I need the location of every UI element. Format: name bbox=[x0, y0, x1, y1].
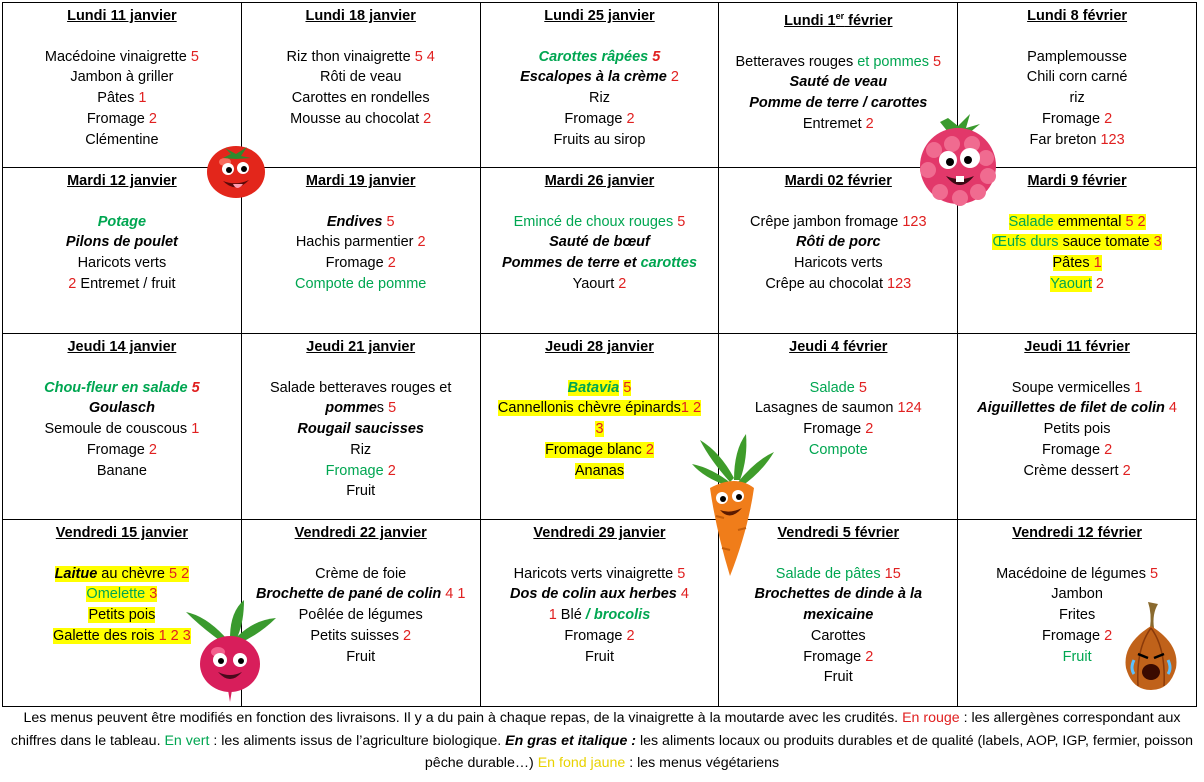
menu-item bbox=[242, 398, 480, 419]
menu-item-segment: Fromage bbox=[325, 255, 388, 272]
menu-item-segment: Pâtes bbox=[97, 90, 139, 107]
menu-item-segment: 1 bbox=[1093, 255, 1102, 272]
menu-row bbox=[3, 334, 1197, 520]
menu-item-segment: Petits pois bbox=[88, 607, 156, 624]
menu-item-segment: 1 bbox=[1134, 379, 1143, 396]
menu-item bbox=[3, 67, 241, 88]
menu-item-segment: Fromage bbox=[86, 441, 149, 458]
menu-item-segment: Laitue bbox=[54, 565, 98, 582]
menu-item bbox=[958, 212, 1196, 233]
menu-item bbox=[958, 440, 1196, 461]
day-heading: Mardi 9 février bbox=[1027, 173, 1127, 189]
menu-item-segment: Dos de colin aux herbes bbox=[510, 586, 681, 603]
menu-item-segment: 2 bbox=[1095, 275, 1104, 292]
menu-item-segment: 1 2 bbox=[680, 400, 702, 417]
legend-red-label: En rouge bbox=[902, 710, 960, 726]
menu-item bbox=[242, 419, 480, 440]
day-heading: Mardi 26 janvier bbox=[544, 173, 655, 189]
menu-item-segment: Riz bbox=[589, 90, 610, 107]
menu-item-segment: 5 bbox=[191, 379, 200, 396]
menu-item-segment: carottes bbox=[640, 255, 698, 272]
menu-item-segment: Fruit bbox=[346, 483, 376, 500]
day-heading: Lundi 25 janvier bbox=[544, 8, 655, 24]
menu-item-segment: Haricots verts vinaigrette bbox=[513, 565, 678, 582]
menu-item bbox=[242, 564, 480, 585]
menu-item bbox=[719, 72, 957, 93]
menu-item-segment: Compote bbox=[808, 441, 868, 458]
menu-item bbox=[242, 440, 480, 461]
menu-item bbox=[481, 398, 719, 419]
menu-item-segment: 124 bbox=[897, 400, 922, 417]
menu-item-segment: Entremet / fruit bbox=[76, 275, 176, 292]
menu-item bbox=[3, 212, 241, 233]
menu-item-segment: Fromage blanc bbox=[545, 441, 646, 458]
menu-item bbox=[719, 52, 957, 73]
menu-item-segment: Lasagnes de saumon bbox=[754, 400, 898, 417]
menu-item-segment: 1 bbox=[191, 421, 200, 438]
menu-item-segment: Hachis parmentier bbox=[295, 234, 418, 251]
menu-item-segment: Salade bbox=[809, 379, 859, 396]
menu-item-segment: 3 bbox=[1153, 234, 1162, 251]
menu-item-segment: s bbox=[376, 400, 389, 417]
menu-item bbox=[481, 130, 719, 151]
menu-item-segment: Crème dessert bbox=[1023, 462, 1123, 479]
legend-text-1: Les menus peuvent être modifiés en fonction des livraisons. Il y a du pain à chaque repas, de la vinaigrette à la moutarde avec les crudités. bbox=[23, 710, 903, 726]
menu-item bbox=[719, 605, 957, 626]
menu-item-segment: Brochette de pané de colin bbox=[255, 586, 446, 603]
legend-bold-label: En gras et italique : bbox=[505, 732, 637, 749]
carrot-mascot-icon bbox=[690, 430, 776, 580]
menu-item bbox=[3, 440, 241, 461]
day-heading: Mardi 12 janvier bbox=[67, 173, 177, 189]
menu-item bbox=[719, 647, 957, 668]
menu-item-segment: 123 bbox=[902, 213, 927, 230]
menu-item bbox=[719, 398, 957, 419]
menu-item-segment: Macédoine de légumes bbox=[996, 565, 1151, 582]
menu-item-segment: 2 bbox=[865, 421, 874, 438]
menu-item bbox=[242, 47, 480, 68]
menu-item-segment: Entremet bbox=[802, 115, 866, 132]
menu-item-segment: 5 bbox=[1150, 565, 1159, 582]
menu-cell bbox=[958, 334, 1197, 520]
menu-item-segment: Endives bbox=[326, 213, 387, 230]
menu-item-segment: 1 2 3 bbox=[158, 627, 191, 644]
menu-item-segment: Emincé de choux rouges bbox=[513, 213, 678, 230]
menu-item-segment: 5 bbox=[677, 565, 686, 582]
menu-cell bbox=[480, 334, 719, 520]
menu-item-segment: 5 bbox=[652, 48, 661, 65]
menu-item-segment: Aiguillettes de filet de colin bbox=[977, 400, 1169, 417]
menu-item-segment: 2 bbox=[1122, 462, 1131, 479]
menu-item bbox=[481, 109, 719, 130]
radish-mascot-icon bbox=[182, 598, 278, 702]
menu-items bbox=[481, 47, 719, 151]
menu-cell bbox=[480, 520, 719, 707]
menu-items bbox=[3, 212, 241, 295]
menu-item bbox=[3, 88, 241, 109]
menu-item bbox=[242, 88, 480, 109]
menu-item-segment: 2 bbox=[1104, 110, 1113, 127]
menu-item-segment: 2 bbox=[865, 648, 874, 665]
menu-item-segment: Brochettes de dinde à la bbox=[754, 586, 923, 603]
menu-items bbox=[958, 212, 1196, 295]
menu-item-segment: 5 bbox=[932, 53, 942, 70]
menu-item-segment: Fromage bbox=[803, 648, 866, 665]
menu-item-segment: 2 bbox=[423, 110, 432, 127]
menu-item bbox=[719, 274, 957, 295]
menu-item-segment: Semoule de couscous bbox=[44, 421, 192, 438]
day-heading: Mardi 02 février bbox=[784, 173, 892, 189]
menu-item-segment: Rougail saucisses bbox=[297, 421, 424, 438]
menu-cell bbox=[3, 334, 242, 520]
menu-item-segment: et pommes bbox=[857, 53, 933, 70]
menu-item bbox=[958, 564, 1196, 585]
menu-cell bbox=[241, 334, 480, 520]
menu-item bbox=[242, 67, 480, 88]
menu-item-segment: Sauté de veau bbox=[789, 74, 888, 91]
menu-item-segment: Crème de foie bbox=[315, 565, 407, 582]
menu-item-segment: Haricots verts bbox=[793, 255, 883, 272]
day-heading: Mardi 19 janvier bbox=[305, 173, 416, 189]
menu-item-segment: Fruit bbox=[1062, 648, 1092, 665]
menu-item-segment: 4 bbox=[1168, 400, 1177, 417]
menu-item bbox=[3, 398, 241, 419]
menu-item bbox=[481, 564, 719, 585]
menu-item bbox=[481, 419, 719, 440]
menu-item-segment: Salade de pâtes bbox=[775, 565, 885, 582]
menu-item-segment: Haricots verts bbox=[77, 255, 167, 272]
menu-items bbox=[242, 378, 480, 502]
menu-item-segment: 2 bbox=[387, 462, 396, 479]
day-heading: Jeudi 11 février bbox=[1024, 339, 1130, 355]
menu-item bbox=[958, 419, 1196, 440]
menu-item-segment: Œufs durs bbox=[992, 234, 1063, 251]
menu-item bbox=[242, 481, 480, 502]
menu-item-segment: 2 bbox=[148, 110, 157, 127]
menu-item-segment: 1 bbox=[138, 90, 147, 107]
menu-item-segment: Riz bbox=[350, 441, 372, 458]
day-heading: Lundi 8 février bbox=[1027, 8, 1128, 24]
menu-item bbox=[481, 232, 719, 253]
menu-item-segment: Fruits au sirop bbox=[553, 131, 646, 148]
menu-item bbox=[242, 378, 480, 399]
legend-yellow-label: En fond jaune bbox=[537, 755, 626, 771]
menu-item bbox=[242, 253, 480, 274]
menu-item-segment: Sauté de bœuf bbox=[549, 234, 650, 251]
menu-item bbox=[481, 440, 719, 461]
menu-items bbox=[719, 212, 957, 295]
raspberry-mascot-icon bbox=[912, 110, 1004, 210]
menu-item-segment: Goulasch bbox=[88, 400, 155, 417]
menu-item-segment: 5 bbox=[388, 400, 397, 417]
menu-item-segment: Fruit bbox=[346, 648, 376, 665]
day-heading: Jeudi 14 janvier bbox=[67, 339, 177, 355]
menu-item-segment: Fromage bbox=[803, 421, 866, 438]
menu-item-segment: 123 bbox=[1100, 131, 1125, 148]
menu-item-segment: 2 bbox=[670, 69, 679, 86]
menu-item-segment: Frites bbox=[1058, 607, 1096, 624]
menu-item-segment: 2 bbox=[417, 234, 426, 251]
menu-item-segment: 2 bbox=[1104, 627, 1113, 644]
menu-cell bbox=[241, 3, 480, 168]
menu-item-segment: Banane bbox=[96, 462, 147, 479]
menu-item-segment: 2 bbox=[626, 110, 635, 127]
menu-items bbox=[719, 564, 957, 688]
menu-item bbox=[481, 647, 719, 668]
menu-item-segment: Yaourt bbox=[1050, 275, 1092, 292]
menu-item-segment: Salade betteraves rouges et bbox=[270, 379, 452, 396]
menu-item-segment: 2 bbox=[618, 275, 627, 292]
menu-item bbox=[481, 378, 719, 399]
day-heading: Vendredi 12 février bbox=[1012, 525, 1142, 541]
menu-item-segment: pomme bbox=[325, 400, 377, 417]
menu-item-segment: 5 4 bbox=[414, 48, 435, 65]
menu-item-segment: Pilons de poulet bbox=[65, 234, 178, 251]
menu-item-segment: Fruit bbox=[823, 669, 853, 686]
menu-item bbox=[3, 253, 241, 274]
menu-item-segment: 2 bbox=[68, 275, 77, 292]
day-heading: Lundi 11 janvier bbox=[67, 8, 177, 24]
menu-item bbox=[958, 232, 1196, 253]
menu-item bbox=[719, 232, 957, 253]
menu-item bbox=[719, 667, 957, 688]
menu-item bbox=[3, 47, 241, 68]
menu-item-segment: Petits pois bbox=[1043, 421, 1111, 438]
menu-item-segment: 5 bbox=[677, 213, 686, 230]
menu-item-segment: 5 bbox=[623, 379, 632, 396]
menu-item-segment: 2 bbox=[626, 627, 635, 644]
menu-item-segment: Pomme de terre / carottes bbox=[749, 94, 928, 111]
menu-item-segment: Betteraves rouges bbox=[735, 53, 858, 70]
menu-item-segment: Galette des rois bbox=[52, 627, 159, 644]
menu-item-segment: 5 bbox=[386, 213, 395, 230]
menu-item-segment: mexicaine bbox=[803, 607, 874, 624]
menu-item bbox=[242, 232, 480, 253]
menu-item-segment: 5 bbox=[858, 379, 867, 396]
menu-item bbox=[481, 584, 719, 605]
menu-item-segment: Chili corn carné bbox=[1026, 69, 1128, 86]
menu-item bbox=[481, 461, 719, 482]
menu-row bbox=[3, 168, 1197, 334]
menu-item-segment: Crêpe au chocolat bbox=[765, 275, 888, 292]
menu-item-segment: 4 1 bbox=[445, 586, 466, 603]
menu-item bbox=[958, 461, 1196, 482]
menu-item-segment: 2 bbox=[865, 115, 874, 132]
menu-item-segment: Crêpe jambon fromage bbox=[750, 213, 903, 230]
menu-item bbox=[242, 212, 480, 233]
legend-green-label: En vert bbox=[164, 732, 210, 749]
menu-item-segment: 123 bbox=[887, 275, 912, 292]
menu-item-segment: Jambon bbox=[1051, 586, 1103, 603]
menu-item bbox=[3, 232, 241, 253]
menu-item-segment: 15 bbox=[884, 565, 901, 582]
menu-item bbox=[481, 212, 719, 233]
menu-items bbox=[3, 47, 241, 151]
menu-item-segment: Omelette bbox=[86, 586, 150, 603]
menu-item bbox=[958, 253, 1196, 274]
menu-items bbox=[3, 378, 241, 482]
legend-text-4: les aliments locaux ou produits durables et de qualité (labels, AOP, IGP, fermier, poisson pêche durable…) bbox=[424, 732, 1194, 771]
menu-item bbox=[481, 47, 719, 68]
menu-items bbox=[958, 378, 1196, 482]
menu-item-segment: Pâtes bbox=[1052, 255, 1094, 272]
menu-items bbox=[242, 212, 480, 295]
menu-item bbox=[719, 626, 957, 647]
menu-item bbox=[3, 378, 241, 399]
menu-cell bbox=[480, 168, 719, 334]
menu-item-segment: 3 bbox=[595, 421, 604, 438]
menu-item bbox=[3, 274, 241, 295]
menu-item bbox=[958, 67, 1196, 88]
menu-item bbox=[481, 67, 719, 88]
menu-item bbox=[3, 419, 241, 440]
menu-items bbox=[481, 212, 719, 295]
menu-item-segment: Far breton bbox=[1029, 131, 1101, 148]
menu-item-segment: 2 bbox=[402, 627, 412, 644]
menu-item-segment: Mousse au chocolat bbox=[290, 110, 424, 127]
menu-item-segment: Fromage bbox=[1042, 110, 1105, 127]
menu-item-segment: Pamplemousse bbox=[1027, 48, 1128, 65]
day-heading: Lundi 1er février bbox=[784, 11, 893, 29]
menu-item-segment: 1 bbox=[548, 607, 557, 624]
menu-item-segment: / brocolis bbox=[585, 607, 651, 624]
day-heading: Vendredi 22 janvier bbox=[294, 525, 427, 541]
menu-item bbox=[481, 605, 719, 626]
menu-item bbox=[719, 253, 957, 274]
menu-cell bbox=[241, 168, 480, 334]
menu-item-segment: Fromage bbox=[1042, 627, 1105, 644]
menu-item-segment: Ananas bbox=[574, 462, 625, 479]
menu-item bbox=[3, 461, 241, 482]
menu-items bbox=[481, 378, 719, 482]
menu-item-segment: sauce tomate bbox=[1062, 234, 1154, 251]
menu-item bbox=[242, 461, 480, 482]
menu-item-segment: Fromage bbox=[1042, 441, 1105, 458]
menu-item bbox=[3, 109, 241, 130]
menu-item-segment: Escalopes à la crème bbox=[520, 69, 671, 86]
menu-item-segment: Macédoine vinaigrette bbox=[44, 48, 191, 65]
menu-item-segment: 5 2 bbox=[1125, 213, 1146, 230]
menu-item-segment: 2 bbox=[1104, 441, 1113, 458]
menu-items bbox=[242, 47, 480, 130]
menu-item-segment: 4 bbox=[680, 586, 689, 603]
menu-item bbox=[242, 109, 480, 130]
onion-mascot-icon bbox=[1118, 598, 1184, 692]
menu-item-segment: 5 bbox=[190, 48, 199, 65]
menu-item bbox=[481, 274, 719, 295]
menu-item bbox=[3, 564, 241, 585]
menu-item bbox=[958, 378, 1196, 399]
menu-item-segment: Jambon à griller bbox=[70, 69, 174, 86]
menu-item-segment: Poêlée de légumes bbox=[298, 607, 423, 624]
day-heading: Lundi 18 janvier bbox=[305, 8, 416, 24]
tomato-mascot-icon bbox=[203, 136, 269, 202]
menu-item-segment: Chou-fleur en salade bbox=[44, 379, 192, 396]
menu-item-segment: au chèvre bbox=[97, 565, 170, 582]
legend-text-2: : les allergènes correspondant aux chiffres dans le tableau. bbox=[10, 710, 1181, 749]
menu-items bbox=[481, 564, 719, 668]
menu-item bbox=[242, 274, 480, 295]
menu-item-segment: riz bbox=[1069, 90, 1085, 107]
menu-item-segment: 5 2 bbox=[169, 565, 190, 582]
menu-item-segment: 2 bbox=[148, 441, 157, 458]
menu-item bbox=[481, 626, 719, 647]
menu-item-segment: Carottes bbox=[810, 627, 866, 644]
menu-item bbox=[719, 212, 957, 233]
menu-row bbox=[3, 3, 1197, 168]
menu-item-segment: Yaourt bbox=[572, 275, 619, 292]
menu-item-segment: Carottes râpées bbox=[538, 48, 653, 65]
menu-item-segment: Compote de pomme bbox=[295, 275, 427, 292]
menu-item bbox=[719, 584, 957, 605]
legend bbox=[0, 707, 1204, 775]
menu-cell bbox=[480, 3, 719, 168]
menu-item-segment: Fruit bbox=[584, 648, 614, 665]
menu-item-segment: Salade bbox=[1008, 213, 1058, 230]
menu-item-segment: Fromage bbox=[564, 627, 627, 644]
menu-item-segment: Fromage bbox=[86, 110, 149, 127]
menu-item-segment: Fromage bbox=[325, 462, 388, 479]
day-heading: Vendredi 29 janvier bbox=[533, 525, 666, 541]
menu-item bbox=[719, 378, 957, 399]
menu-item-segment: Carottes en rondelles bbox=[291, 90, 430, 107]
menu-item-segment: 2 bbox=[645, 441, 654, 458]
menu-item-segment: Soupe vermicelles bbox=[1011, 379, 1135, 396]
menu-item-segment: Blé bbox=[556, 607, 586, 624]
menu-item-segment: Fromage bbox=[564, 110, 627, 127]
menu-item-segment: Cannellonis chèvre épinards bbox=[497, 400, 681, 417]
day-heading: Jeudi 4 février bbox=[789, 339, 888, 355]
menu-item-segment: Rôti de veau bbox=[319, 69, 402, 86]
menu-item bbox=[958, 47, 1196, 68]
menu-item bbox=[958, 88, 1196, 109]
day-heading: Vendredi 5 février bbox=[777, 525, 900, 541]
day-heading: Vendredi 15 janvier bbox=[55, 525, 188, 541]
menu-item-segment: Batavia bbox=[567, 379, 620, 396]
legend-text-5: : les menus végétariens bbox=[625, 755, 780, 771]
menu-item bbox=[958, 274, 1196, 295]
menu-item-segment: Clémentine bbox=[85, 131, 159, 148]
menu-item-segment: Petits suisses bbox=[310, 627, 403, 644]
menu-item bbox=[481, 88, 719, 109]
menu-item-segment: Rôti de porc bbox=[795, 234, 881, 251]
menu-item-segment: 3 bbox=[149, 586, 158, 603]
legend-text-3: : les aliments issus de l’agriculture biologique. bbox=[209, 732, 506, 749]
menu-item-segment: 2 bbox=[387, 255, 396, 272]
day-heading: Jeudi 21 janvier bbox=[306, 339, 416, 355]
menu-item-segment: emmental bbox=[1057, 213, 1126, 230]
menu-item-segment: Pommes de terre et bbox=[501, 255, 641, 272]
day-heading: Jeudi 28 janvier bbox=[545, 339, 654, 355]
menu-item bbox=[958, 398, 1196, 419]
menu-item-segment: Riz thon vinaigrette bbox=[286, 48, 415, 65]
menu-item bbox=[481, 253, 719, 274]
menu-item-segment: Potage bbox=[97, 213, 147, 230]
